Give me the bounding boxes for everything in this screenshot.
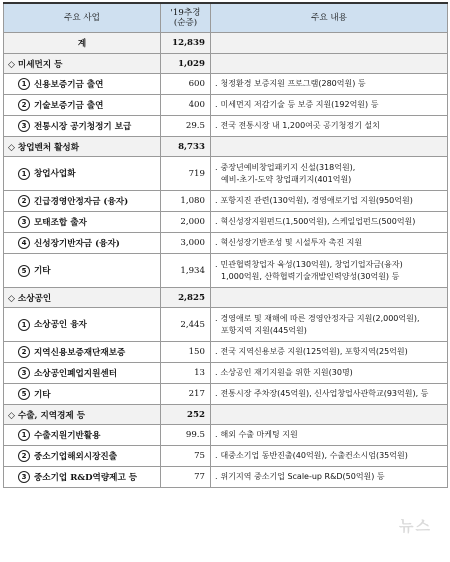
table-row: [4, 467, 448, 488]
item-description: [211, 95, 448, 116]
item-amount: 99.5: [161, 425, 211, 446]
section-title-cell: [4, 288, 161, 308]
diamond-bullet-icon: ◇: [8, 142, 15, 153]
item-name-cell: [4, 384, 161, 405]
description-line: [215, 216, 443, 228]
section-title-cell: [4, 405, 161, 425]
section-title: 창업벤처 활성화: [17, 142, 80, 153]
item-description: [211, 425, 448, 446]
item-name: 기타: [34, 266, 51, 277]
item-amount: 77: [161, 467, 211, 488]
bullet-dot-icon: .: [215, 451, 218, 460]
table-row: [4, 74, 448, 95]
diamond-bullet-icon: ◇: [8, 59, 15, 70]
item-description: [211, 254, 448, 288]
item-name: 모태조합 출자: [34, 217, 87, 228]
item-name: 기술보증기금 출연: [34, 100, 104, 111]
description-text: 해외 수출 마케팅 지원: [220, 430, 298, 439]
table-row: [4, 254, 448, 288]
item-number-icon: 1: [18, 78, 30, 90]
section-amount: 2,825: [161, 288, 211, 308]
total-label: 계: [4, 33, 161, 54]
description-text: 1,000억원, 산학협력기술개발인력양성(30억원) 등: [221, 271, 400, 281]
description-line: [215, 195, 443, 207]
section-row: [4, 54, 448, 74]
table-body: [4, 33, 448, 488]
table-row: [4, 384, 448, 405]
item-name-cell: [4, 342, 161, 363]
description-line: [215, 313, 443, 325]
section-title-cell: [4, 54, 161, 74]
header-amount-line2: (순증): [173, 18, 198, 28]
description-line: [215, 388, 443, 400]
item-number-icon: 4: [18, 237, 30, 249]
section-amount: 252: [161, 405, 211, 425]
item-description: [211, 116, 448, 137]
section-empty: [211, 137, 448, 157]
item-number-icon: 1: [18, 168, 30, 180]
item-amount: 150: [161, 342, 211, 363]
item-number-icon: 3: [18, 120, 30, 132]
section-row: [4, 137, 448, 157]
item-name-cell: [4, 95, 161, 116]
bullet-dot-icon: .: [215, 79, 218, 88]
item-name: 수출지원기반활용: [34, 430, 101, 441]
bullet-dot-icon: .: [215, 368, 218, 377]
item-number-icon: 5: [18, 265, 30, 277]
item-number-icon: 5: [18, 388, 30, 400]
bullet-dot-icon: .: [215, 313, 218, 323]
item-description: [211, 191, 448, 212]
bullet-dot-icon: .: [215, 347, 218, 356]
item-number-icon: 1: [18, 319, 30, 331]
item-name-cell: [4, 446, 161, 467]
description-text: 포항지역 지원(445억원): [221, 325, 307, 335]
table-row: [4, 157, 448, 191]
item-name: 신용보증기금 출연: [34, 79, 104, 90]
watermark: 뉴스: [399, 517, 432, 535]
total-empty: [211, 33, 448, 54]
item-name: 긴급경영안정자금 (융자): [34, 196, 129, 207]
description-line: [215, 450, 443, 462]
description-text: 포항지진 관련(130억원), 경영애로기업 지원(950억원): [220, 196, 413, 205]
description-line: [215, 471, 443, 483]
item-amount: 400: [161, 95, 211, 116]
bullet-dot-icon: .: [215, 259, 218, 269]
item-name-cell: [4, 233, 161, 254]
section-empty: [211, 405, 448, 425]
table-row: [4, 425, 448, 446]
description-text: 대중소기업 동반진출(40억원), 수출컨소시엄(35억원): [220, 451, 408, 460]
description-text: 경영애로 및 재해에 따른 경영안정자금 지원(2,000억원),: [220, 313, 420, 323]
section-title: 미세먼지 등: [17, 59, 63, 70]
item-number-icon: 2: [18, 450, 30, 462]
description-text: 전국 전통시장 내 1,200여곳 공기청정기 설치: [220, 121, 380, 130]
item-amount: 217: [161, 384, 211, 405]
item-name-cell: [4, 74, 161, 95]
item-number-icon: 1: [18, 429, 30, 441]
item-name-cell: [4, 308, 161, 342]
item-amount: 1,080: [161, 191, 211, 212]
item-description: [211, 233, 448, 254]
item-name-cell: [4, 467, 161, 488]
description-text: 전통시장 주차장(45억원), 신사업창업사관학교(93억원), 등: [220, 389, 429, 398]
item-amount: 1,934: [161, 254, 211, 288]
description-line: [215, 259, 443, 271]
item-name: 소상공인 융자: [34, 320, 87, 331]
description-text: 혁신성장기반조성 및 시설투자 촉진 지원: [220, 238, 363, 247]
description-text: 전국 지역신용보증 지원(125억원), 포항지역(25억원): [220, 347, 408, 356]
header-contents: 주요 내용: [211, 3, 448, 33]
section-empty: [211, 54, 448, 74]
item-description: [211, 446, 448, 467]
item-name-cell: [4, 157, 161, 191]
table-row: [4, 308, 448, 342]
description-text: 소상공인 재기지원을 위한 지원(30명): [220, 368, 353, 377]
item-amount: 2,445: [161, 308, 211, 342]
header-amount-line1: '19추경: [170, 8, 201, 18]
budget-table: [3, 2, 448, 488]
item-amount: 600: [161, 74, 211, 95]
item-description: [211, 342, 448, 363]
bullet-dot-icon: .: [215, 100, 218, 109]
section-title-cell: [4, 137, 161, 157]
item-name: 전통시장 공기청정기 보급: [34, 121, 132, 132]
table-row: [4, 116, 448, 137]
description-line: [215, 99, 443, 111]
item-description: [211, 212, 448, 233]
header-row: [4, 3, 448, 33]
description-line: [215, 162, 443, 174]
table-row: [4, 342, 448, 363]
table-row: [4, 446, 448, 467]
item-name: 소상공인폐업지원센터: [34, 368, 118, 379]
total-row: [4, 33, 448, 54]
item-amount: 75: [161, 446, 211, 467]
description-text: 청정환경 보증지원 프로그램(280억원) 등: [220, 79, 366, 88]
item-amount: 3,000: [161, 233, 211, 254]
item-description: [211, 363, 448, 384]
item-name-cell: [4, 254, 161, 288]
description-line: [215, 346, 443, 358]
item-name-cell: [4, 363, 161, 384]
description-line: [215, 174, 443, 186]
item-description: [211, 384, 448, 405]
description-line: [215, 271, 443, 283]
item-description: [211, 157, 448, 191]
table-row: [4, 191, 448, 212]
description-line: [215, 78, 443, 90]
section-title: 소상공인: [17, 293, 52, 304]
item-number-icon: 3: [18, 216, 30, 228]
bullet-dot-icon: .: [215, 238, 218, 247]
section-title: 수출, 지역경제 등: [17, 410, 86, 421]
header-project: 주요 사업: [4, 3, 161, 33]
section-empty: [211, 288, 448, 308]
item-description: [211, 467, 448, 488]
description-line: [215, 120, 443, 132]
item-number-icon: 3: [18, 471, 30, 483]
section-row: [4, 405, 448, 425]
item-number-icon: 2: [18, 195, 30, 207]
item-name: 중소기업 R&D역량제고 등: [34, 472, 138, 483]
diamond-bullet-icon: ◇: [8, 293, 15, 304]
item-name: 창업사업화: [34, 169, 76, 180]
bullet-dot-icon: .: [215, 430, 218, 439]
item-amount: 29.5: [161, 116, 211, 137]
bullet-dot-icon: .: [215, 389, 218, 398]
item-amount: 13: [161, 363, 211, 384]
description-text: 위기지역 중소기업 Scale-up R&D(50억원) 등: [220, 472, 385, 481]
bullet-dot-icon: .: [215, 162, 218, 172]
description-line: [215, 367, 443, 379]
description-line: [215, 237, 443, 249]
item-name: 기타: [34, 389, 51, 400]
bullet-dot-icon: .: [215, 121, 218, 130]
item-name-cell: [4, 212, 161, 233]
item-name: 중소기업해외시장진출: [34, 451, 118, 462]
item-number-icon: 2: [18, 346, 30, 358]
item-description: [211, 74, 448, 95]
item-name-cell: [4, 191, 161, 212]
item-amount: 719: [161, 157, 211, 191]
item-number-icon: 3: [18, 367, 30, 379]
description-line: [215, 325, 443, 337]
item-amount: 2,000: [161, 212, 211, 233]
section-amount: 8,733: [161, 137, 211, 157]
bullet-dot-icon: .: [215, 217, 218, 226]
table-row: [4, 363, 448, 384]
description-text: 미세먼지 저감기술 등 보증 지원(192억원) 등: [220, 100, 379, 109]
description-text: 중장년예비창업패키지 신설(318억원),: [220, 162, 356, 172]
description-text: 혁신성장지원펀드(1,500억원), 스케일업펀드(500억원): [220, 217, 416, 226]
table-row: [4, 212, 448, 233]
total-amount: 12,839: [161, 33, 211, 54]
item-name: 지역신용보증재단재보증: [34, 347, 126, 358]
table-row: [4, 233, 448, 254]
header-amount: [161, 3, 211, 33]
bullet-dot-icon: .: [215, 196, 218, 205]
table-row: [4, 95, 448, 116]
diamond-bullet-icon: ◇: [8, 410, 15, 421]
section-row: [4, 288, 448, 308]
bullet-dot-icon: .: [215, 472, 218, 481]
description-text: 예비-초기-도약 창업패키지(401억원): [221, 174, 352, 184]
item-name-cell: [4, 116, 161, 137]
item-name: 신성장기반자금 (융자): [34, 238, 120, 249]
section-amount: 1,029: [161, 54, 211, 74]
description-line: [215, 429, 443, 441]
description-text: 민관협력창업자 육성(130억원), 창업기업자금(융자): [220, 259, 403, 269]
item-number-icon: 2: [18, 99, 30, 111]
item-name-cell: [4, 425, 161, 446]
item-description: [211, 308, 448, 342]
